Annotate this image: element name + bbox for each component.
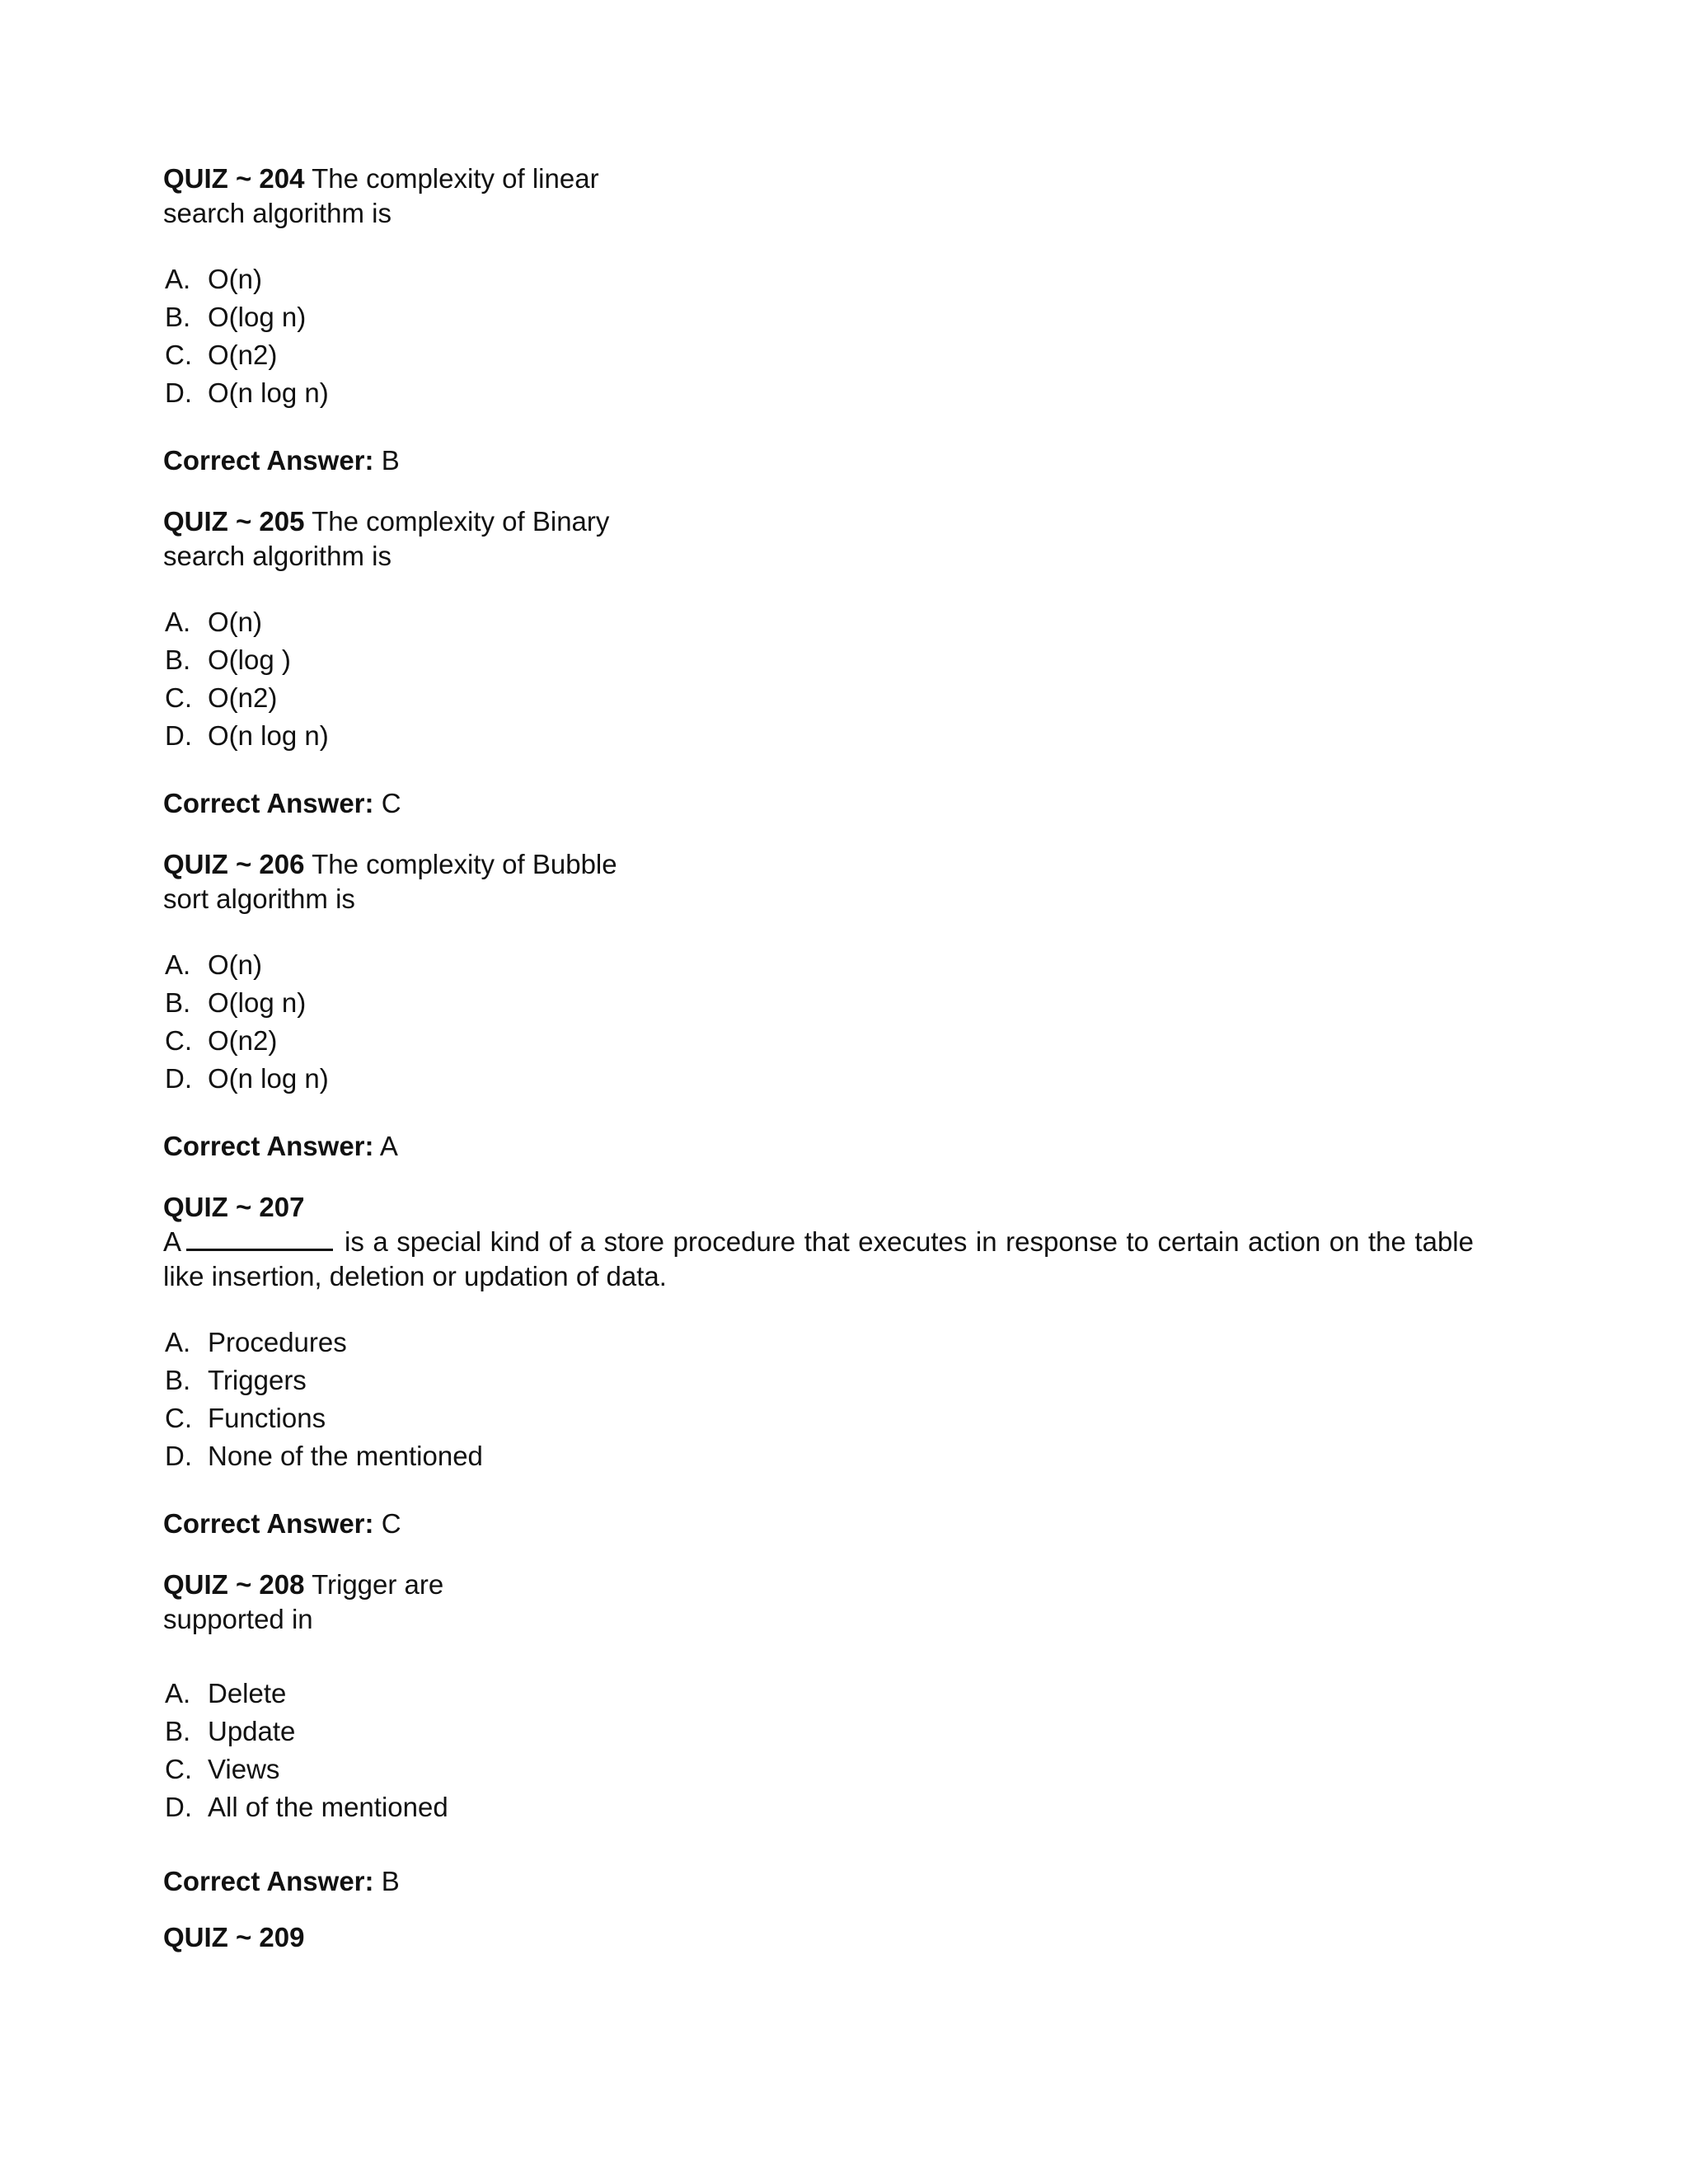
answer-label: Correct Answer: xyxy=(163,1866,374,1896)
quiz-label: QUIZ ~ 207 xyxy=(163,1192,305,1222)
quiz-label: QUIZ ~ 208 xyxy=(163,1569,305,1600)
correct-answer xyxy=(163,443,1482,478)
option-d xyxy=(165,1437,1482,1475)
quiz-208 xyxy=(163,1568,1482,1899)
quiz-label: QUIZ ~ 204 xyxy=(163,163,305,194)
question-text: The complexity of Binary xyxy=(312,506,610,537)
option-text: O(n) xyxy=(208,949,262,980)
quiz-206 xyxy=(163,847,1482,1164)
question-line-1 xyxy=(163,1190,1482,1225)
answer-value: B xyxy=(381,445,400,476)
option-a xyxy=(165,1675,1482,1713)
quiz-label: QUIZ ~ 206 xyxy=(163,849,305,879)
option-text: Views xyxy=(208,1754,280,1784)
option-letter: A. xyxy=(165,1327,191,1357)
option-text: O(log n) xyxy=(208,302,307,332)
option-b xyxy=(165,1361,1482,1399)
answer-label: Correct Answer: xyxy=(163,445,374,476)
option-d xyxy=(165,1788,1482,1826)
correct-answer xyxy=(163,1129,1482,1164)
option-text: Triggers xyxy=(208,1365,307,1395)
option-text: O(n log n) xyxy=(208,377,329,408)
option-letter: D. xyxy=(165,720,192,751)
option-a xyxy=(165,946,1482,984)
question-line-2: search algorithm is xyxy=(163,198,392,228)
option-text: All of the mentioned xyxy=(208,1792,448,1822)
option-text: O(n2) xyxy=(208,340,278,370)
question-line-1 xyxy=(163,162,1482,196)
option-letter: A. xyxy=(165,1678,191,1708)
question-body: is a special kind of a store procedure that executes in response to certain action on the table like insertion, deletion or updation of data. xyxy=(163,1226,1474,1291)
option-c xyxy=(165,1399,1482,1437)
option-letter: A. xyxy=(165,949,191,980)
option-b xyxy=(165,298,1482,336)
option-letter: C. xyxy=(165,1754,192,1784)
option-letter: B. xyxy=(165,987,191,1018)
answer-value: C xyxy=(381,788,401,818)
option-letter: C. xyxy=(165,682,192,713)
options-list xyxy=(165,260,1482,412)
option-letter: B. xyxy=(165,644,191,675)
option-c xyxy=(165,679,1482,717)
option-text: Functions xyxy=(208,1403,326,1433)
options-list xyxy=(165,603,1482,755)
question-text xyxy=(163,1225,1474,1294)
option-letter: C. xyxy=(165,340,192,370)
option-letter: D. xyxy=(165,377,192,408)
question-line-1 xyxy=(163,1920,1482,1955)
quiz-label: QUIZ ~ 205 xyxy=(163,506,305,537)
option-b xyxy=(165,1713,1482,1750)
option-a xyxy=(165,603,1482,641)
quiz-207 xyxy=(163,1190,1482,1541)
answer-label: Correct Answer: xyxy=(163,1508,374,1539)
option-text: Delete xyxy=(208,1678,287,1708)
quiz-209 xyxy=(163,1920,1482,1955)
option-letter: A. xyxy=(165,607,191,637)
answer-label: Correct Answer: xyxy=(163,788,374,818)
option-text: Procedures xyxy=(208,1327,347,1357)
options-list xyxy=(165,1324,1482,1475)
quiz-label: QUIZ ~ 209 xyxy=(163,1922,305,1952)
option-text: Update xyxy=(208,1716,296,1746)
question-text: The complexity of Bubble xyxy=(312,849,617,879)
answer-label: Correct Answer: xyxy=(163,1131,374,1161)
option-text: O(n) xyxy=(208,264,262,294)
option-d xyxy=(165,374,1482,412)
option-d xyxy=(165,717,1482,755)
option-letter: B. xyxy=(165,1716,191,1746)
option-letter: D. xyxy=(165,1792,192,1822)
option-text: O(n2) xyxy=(208,1025,278,1056)
option-b xyxy=(165,641,1482,679)
correct-answer xyxy=(163,786,1482,821)
option-text: O(n2) xyxy=(208,682,278,713)
correct-answer xyxy=(163,1864,1482,1899)
option-letter: C. xyxy=(165,1025,192,1056)
option-a xyxy=(165,260,1482,298)
question-line-1 xyxy=(163,504,1482,539)
answer-value: B xyxy=(381,1866,400,1896)
question-prefix: A xyxy=(163,1226,182,1257)
question-line-2: supported in xyxy=(163,1604,313,1634)
correct-answer xyxy=(163,1507,1482,1541)
option-text: None of the mentioned xyxy=(208,1441,483,1471)
option-text: O(log n) xyxy=(208,987,307,1018)
answer-value: C xyxy=(381,1508,401,1539)
option-text: O(n) xyxy=(208,607,262,637)
question-text: The complexity of linear xyxy=(312,163,599,194)
question-text: Trigger are xyxy=(312,1569,444,1600)
option-text: O(log ) xyxy=(208,644,291,675)
option-text: O(n log n) xyxy=(208,720,329,751)
question-line-1 xyxy=(163,847,1482,882)
option-c xyxy=(165,1750,1482,1788)
option-letter: C. xyxy=(165,1403,192,1433)
option-b xyxy=(165,984,1482,1022)
option-letter: B. xyxy=(165,1365,191,1395)
option-letter: D. xyxy=(165,1441,192,1471)
option-letter: A. xyxy=(165,264,191,294)
answer-value: A xyxy=(379,1131,398,1161)
quiz-205 xyxy=(163,504,1482,821)
option-text: O(n log n) xyxy=(208,1063,329,1094)
option-c xyxy=(165,336,1482,374)
option-a xyxy=(165,1324,1482,1361)
options-list xyxy=(165,946,1482,1098)
blank-underline xyxy=(186,1227,333,1251)
question-line-2: sort algorithm is xyxy=(163,883,355,914)
quiz-204 xyxy=(163,162,1482,478)
option-d xyxy=(165,1060,1482,1098)
options-list xyxy=(165,1675,1482,1826)
option-letter: D. xyxy=(165,1063,192,1094)
question-line-2: search algorithm is xyxy=(163,541,392,571)
option-letter: B. xyxy=(165,302,191,332)
question-line-1 xyxy=(163,1568,1482,1602)
option-c xyxy=(165,1022,1482,1060)
